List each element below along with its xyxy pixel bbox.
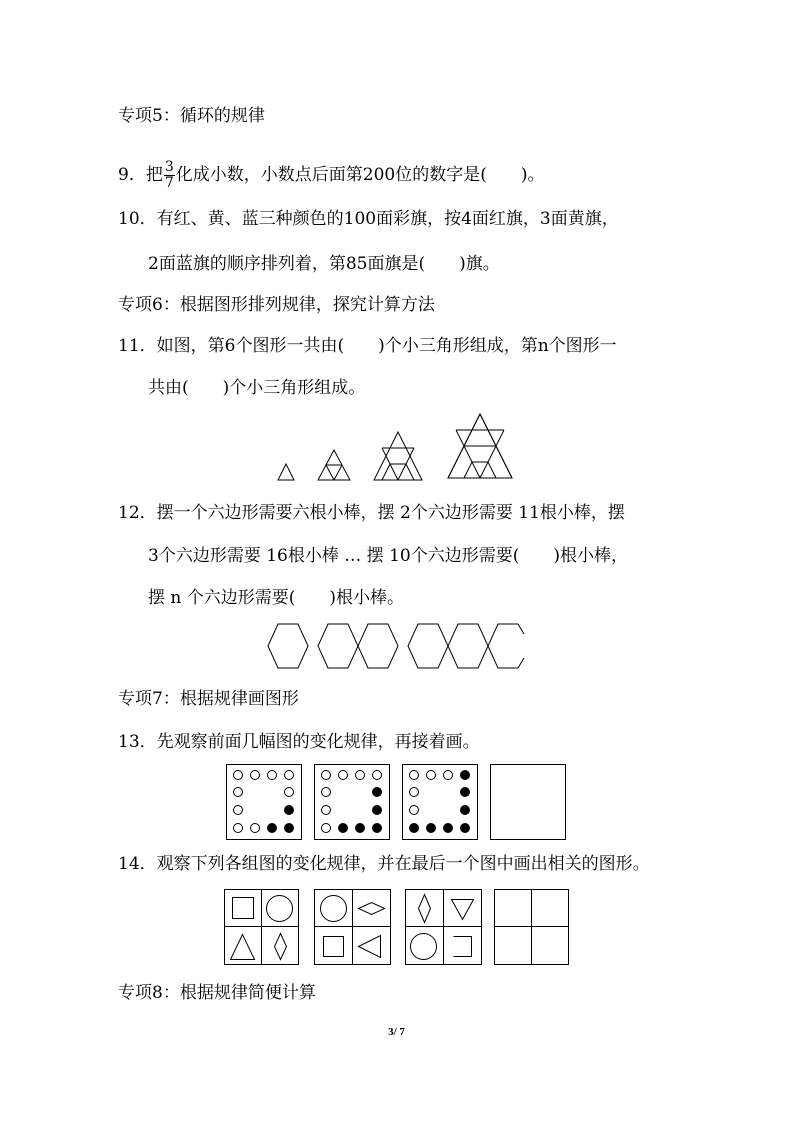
hexagon-pattern-figure	[262, 620, 532, 672]
shape-grid-figure	[224, 889, 570, 969]
dot-box-3	[403, 765, 478, 840]
hexagon-pair	[318, 624, 398, 668]
question-10-line-1: 10．有红、黄、蓝三种颜色的100面彩旗，按4面红旗，3面黄旗，	[118, 209, 619, 229]
triangle-shape	[452, 900, 474, 920]
triangle-figure-1	[278, 464, 294, 480]
triangle-shape	[231, 935, 255, 960]
question-14: 14．观察下列各组图的变化规律，并在最后一个图中画出相关的图形。	[118, 854, 650, 874]
diamond-shape	[419, 895, 431, 923]
question-9	[118, 160, 544, 191]
hexagon-triple	[408, 624, 524, 668]
section-7-title: 专项7：根据规律画图形	[118, 689, 299, 709]
triangle-pattern-figure	[270, 410, 530, 486]
shape-grid-answer-empty	[495, 890, 569, 965]
fraction	[164, 160, 175, 191]
question-11-line-2: 共由( )个小三角形组成。	[148, 378, 366, 398]
section-5-title: 专项5：循环的规律	[118, 106, 265, 126]
diamond-shape	[275, 934, 287, 960]
triangle-figure-2	[318, 450, 350, 480]
dot-box-answer-empty	[491, 765, 566, 840]
dot-box-1	[227, 765, 302, 840]
section-6-title: 专项6：根据图形排列规律，探究计算方法	[118, 295, 435, 315]
q9-text-b: 化成小数，小数点后面第200位的数字是( )。	[175, 165, 545, 185]
question-12-line-1: 12．摆一个六边形需要六根小棒，摆 2个六边形需要 11根小棒，摆	[118, 503, 625, 523]
square-shape	[233, 898, 254, 919]
circle-shape	[267, 896, 293, 922]
shape-grid-3	[406, 890, 482, 965]
triangle-figure-3	[374, 432, 422, 480]
question-10-line-2: 2面蓝旗的顺序排列着，第85面旗是( )旗。	[148, 254, 500, 274]
square-shape	[324, 937, 344, 957]
shape-grid-1	[225, 890, 299, 965]
question-11-line-1: 11．如图，第6个图形一共由( )个小三角形组成，第n个图形一	[118, 336, 617, 356]
section-8-title: 专项8：根据规律简便计算	[118, 983, 316, 1003]
question-12-line-2: 3个六边形需要 16根小棒 … 摆 10个六边形需要( )根小棒，	[148, 546, 628, 566]
dot-pattern-figure	[226, 764, 568, 844]
bracket-square-shape	[454, 937, 472, 957]
question-12-line-3: 摆 n 个六边形需要( )根小棒。	[148, 588, 405, 608]
page-number: 3/ 7	[388, 1026, 405, 1038]
dot-box-2	[315, 765, 390, 840]
triangle-figure-4	[448, 414, 512, 478]
circle-shape	[411, 934, 437, 960]
q9-text-a: 9．把	[118, 165, 163, 185]
fraction-denominator: 7	[164, 175, 174, 191]
triangle-shape	[359, 936, 381, 958]
shape-grid-2	[315, 890, 391, 965]
hexagon	[268, 624, 308, 668]
question-13: 13．先观察前面几幅图的变化规律，再接着画。	[118, 732, 480, 752]
diamond-shape	[359, 903, 385, 915]
fraction-numerator: 3	[164, 159, 174, 175]
circle-shape	[321, 896, 347, 922]
